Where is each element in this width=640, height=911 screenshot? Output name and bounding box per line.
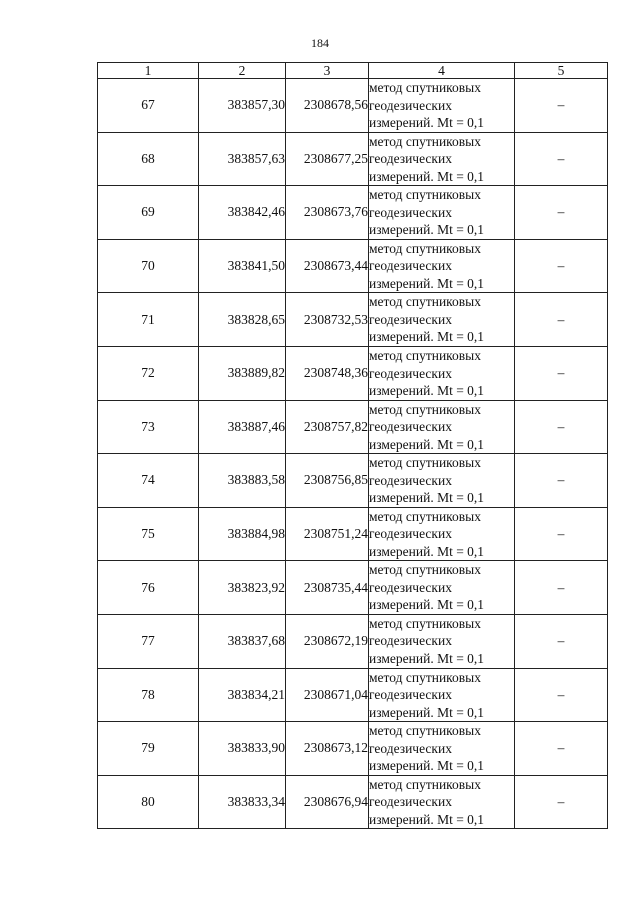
table-row: [98, 132, 608, 186]
column-5-value: –: [515, 400, 608, 454]
column-5-value: –: [515, 454, 608, 508]
coordinate-x: 383841,50: [199, 239, 286, 293]
coordinate-y: 2308751,24: [286, 507, 369, 561]
header-col-3: 3: [286, 63, 369, 79]
point-number: 76: [98, 561, 199, 615]
point-number: 74: [98, 454, 199, 508]
coordinate-x: 383828,65: [199, 293, 286, 347]
table-row: [98, 507, 608, 561]
column-5-value: –: [515, 775, 608, 829]
measurement-method: метод спутниковых геодезических измерений. Mt = 0,1: [369, 132, 515, 186]
column-5-value: –: [515, 722, 608, 776]
point-number: 70: [98, 239, 199, 293]
table-row: [98, 454, 608, 508]
coordinate-x: 383857,63: [199, 132, 286, 186]
table-body: [98, 79, 608, 829]
column-5-value: –: [515, 132, 608, 186]
table-row: [98, 561, 608, 615]
coordinate-x: 383834,21: [199, 668, 286, 722]
coordinate-y: 2308735,44: [286, 561, 369, 615]
column-5-value: –: [515, 614, 608, 668]
point-number: 72: [98, 346, 199, 400]
header-col-2: 2: [199, 63, 286, 79]
table-row: [98, 346, 608, 400]
table-header-row: [98, 63, 608, 79]
column-5-value: –: [515, 79, 608, 133]
table-row: [98, 400, 608, 454]
point-number: 69: [98, 186, 199, 240]
header-col-4: 4: [369, 63, 515, 79]
table-row: [98, 79, 608, 133]
measurement-method: метод спутниковых геодезических измерений. Mt = 0,1: [369, 507, 515, 561]
coordinate-y: 2308671,04: [286, 668, 369, 722]
table-row: [98, 239, 608, 293]
column-5-value: –: [515, 346, 608, 400]
coordinate-x: 383857,30: [199, 79, 286, 133]
column-5-value: –: [515, 561, 608, 615]
coordinate-y: 2308732,53: [286, 293, 369, 347]
measurement-method: метод спутниковых геодезических измерений. Mt = 0,1: [369, 454, 515, 508]
coordinate-x: 383889,82: [199, 346, 286, 400]
table-row: [98, 614, 608, 668]
column-5-value: –: [515, 239, 608, 293]
table-row: [98, 186, 608, 240]
point-number: 77: [98, 614, 199, 668]
coordinate-y: 2308748,36: [286, 346, 369, 400]
coordinate-y: 2308677,25: [286, 132, 369, 186]
measurement-method: метод спутниковых геодезических измерений. Mt = 0,1: [369, 668, 515, 722]
measurement-method: метод спутниковых геодезических измерений. Mt = 0,1: [369, 79, 515, 133]
measurement-method: метод спутниковых геодезических измерений. Mt = 0,1: [369, 239, 515, 293]
column-5-value: –: [515, 186, 608, 240]
measurement-method: метод спутниковых геодезических измерений. Mt = 0,1: [369, 614, 515, 668]
point-number: 71: [98, 293, 199, 347]
table-row: [98, 668, 608, 722]
point-number: 79: [98, 722, 199, 776]
coordinate-y: 2308673,12: [286, 722, 369, 776]
coordinate-y: 2308672,19: [286, 614, 369, 668]
point-number: 68: [98, 132, 199, 186]
coordinate-x: 383823,92: [199, 561, 286, 615]
coordinate-y: 2308676,94: [286, 775, 369, 829]
coordinate-x: 383842,46: [199, 186, 286, 240]
point-number: 78: [98, 668, 199, 722]
coordinate-y: 2308678,56: [286, 79, 369, 133]
table-row: [98, 293, 608, 347]
point-number: 80: [98, 775, 199, 829]
coordinate-x: 383884,98: [199, 507, 286, 561]
coordinate-x: 383833,34: [199, 775, 286, 829]
page-number: 184: [311, 36, 329, 50]
coordinates-table: [97, 62, 608, 829]
coordinate-x: 383837,68: [199, 614, 286, 668]
coordinate-y: 2308757,82: [286, 400, 369, 454]
coordinate-x: 383887,46: [199, 400, 286, 454]
coordinate-y: 2308673,76: [286, 186, 369, 240]
point-number: 75: [98, 507, 199, 561]
coordinate-y: 2308673,44: [286, 239, 369, 293]
table-row: [98, 775, 608, 829]
measurement-method: метод спутниковых геодезических измерений. Mt = 0,1: [369, 346, 515, 400]
point-number: 67: [98, 79, 199, 133]
column-5-value: –: [515, 293, 608, 347]
measurement-method: метод спутниковых геодезических измерений. Mt = 0,1: [369, 293, 515, 347]
header-col-1: 1: [98, 63, 199, 79]
header-col-5: 5: [515, 63, 608, 79]
measurement-method: метод спутниковых геодезических измерений. Mt = 0,1: [369, 722, 515, 776]
table-row: [98, 722, 608, 776]
point-number: 73: [98, 400, 199, 454]
column-5-value: –: [515, 507, 608, 561]
coordinate-x: 383833,90: [199, 722, 286, 776]
column-5-value: –: [515, 668, 608, 722]
coordinate-y: 2308756,85: [286, 454, 369, 508]
measurement-method: метод спутниковых геодезических измерений. Mt = 0,1: [369, 400, 515, 454]
measurement-method: метод спутниковых геодезических измерений. Mt = 0,1: [369, 186, 515, 240]
coordinate-x: 383883,58: [199, 454, 286, 508]
measurement-method: метод спутниковых геодезических измерений. Mt = 0,1: [369, 561, 515, 615]
measurement-method: метод спутниковых геодезических измерений. Mt = 0,1: [369, 775, 515, 829]
